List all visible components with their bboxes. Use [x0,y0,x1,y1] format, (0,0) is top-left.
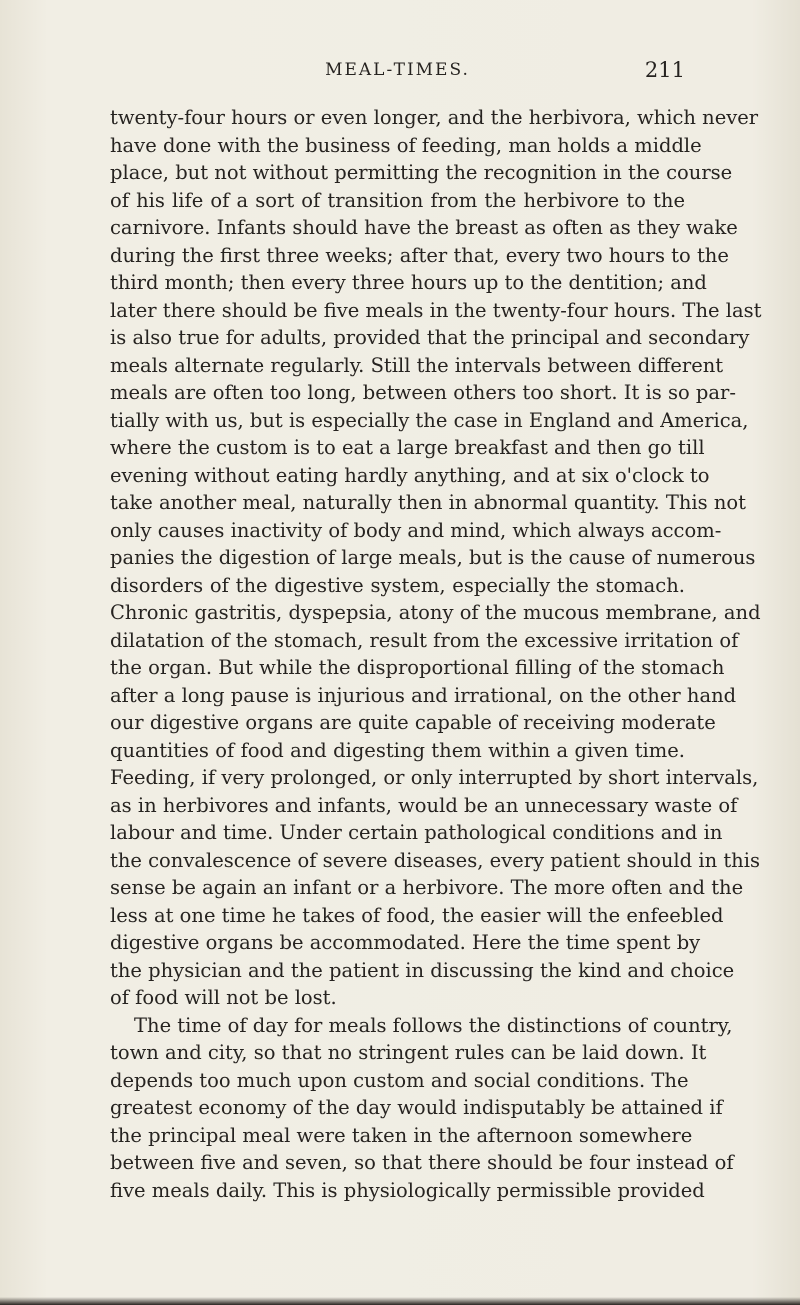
text-line: have done with the business of feeding, man holds a middle [110,133,702,157]
text-line: the principal meal were taken in the afternoon somewhere [110,1123,693,1147]
text-line: meals are often too long, between others too short. It is so par- [110,381,736,404]
text-line: greatest economy of the day would indisputably be attained if [110,1096,723,1119]
text-line: later there should be five meals in the twenty-four hours. The last [110,298,762,322]
text-line: quantities of food and digesting them within a given time. [110,738,685,762]
text-line: Chronic gastritis, dyspepsia, atony of the mucous membrane, and [110,601,761,624]
text-line: five meals daily. This is physiologically permissible provided [110,1178,705,1202]
text-line: disorders of the digestive system, especially the stomach. [110,573,685,597]
text-line: our digestive organs are quite capable of receiving moderate [110,711,716,734]
text-line: take another meal, naturally then in abnormal quantity. This not [110,491,746,514]
page-bottom-shadow [0,1297,800,1305]
text-line: digestive organs be accommodated. Here the time spent by [110,931,701,954]
text-line: the organ. But while the disproportional filling of the stomach [110,656,725,679]
text-line: labour and time. Under certain pathological conditions and in [110,821,723,844]
body-text [110,104,762,1204]
page-number: 211 [644,58,685,82]
text-line: tially with us, but is especially the case in England and America, [110,408,749,432]
text-line: as in herbivores and infants, would be an unnecessary waste of [110,793,738,817]
text-line: during the first three weeks; after that, every two hours to the [110,243,729,267]
text-line: panies the digestion of large meals, but is the cause of numerous [110,546,756,569]
text-line: evening without eating hardly anything, and at six o'clock to [110,463,710,487]
text-line: carnivore. Infants should have the breast as often as they wake [110,216,738,239]
page-header [110,58,685,88]
text-line: after a long pause is injurious and irrational, on the other hand [110,683,737,707]
running-title: MEAL-TIMES. [325,60,470,80]
text-line: only causes inactivity of body and mind, which always accom- [110,518,722,542]
text-line: third month; then every three hours up to the dentition; and [110,271,707,294]
text-line: the convalescence of severe diseases, every patient should in this [110,848,760,872]
text-line: town and city, so that no stringent rules can be laid down. It [110,1041,707,1064]
text-line: of his life of a sort of transition from the herbivore to the [110,188,685,212]
paragraph-start-line: The time of day for meals follows the distinctions of country, [134,1013,733,1037]
text-line: the physician and the patient in discussing the kind and choice [110,958,735,982]
text-line: between five and seven, so that there should be four instead of [110,1151,734,1174]
text-line: meals alternate regularly. Still the intervals between different [110,353,724,377]
text-line: is also true for adults, provided that the principal and secondary [110,326,750,349]
text-line: depends too much upon custom and social conditions. The [110,1068,689,1092]
text-line: less at one time he takes of food, the easier will the enfeebled [110,903,724,927]
paragraph-end-line: of food will not be lost. [110,986,337,1009]
text-line: where the custom is to eat a large breakfast and then go till [110,436,705,459]
text-line: dilatation of the stomach, result from the excessive irritation of [110,628,739,652]
text-line: sense be again an infant or a herbivore. The more often and the [110,876,744,899]
text-line: Feeding, if very prolonged, or only interrupted by short intervals, [110,766,759,789]
text-line: place, but not without permitting the recognition in the course [110,161,733,184]
text-line: twenty-four hours or even longer, and the herbivora, which never [110,106,759,129]
